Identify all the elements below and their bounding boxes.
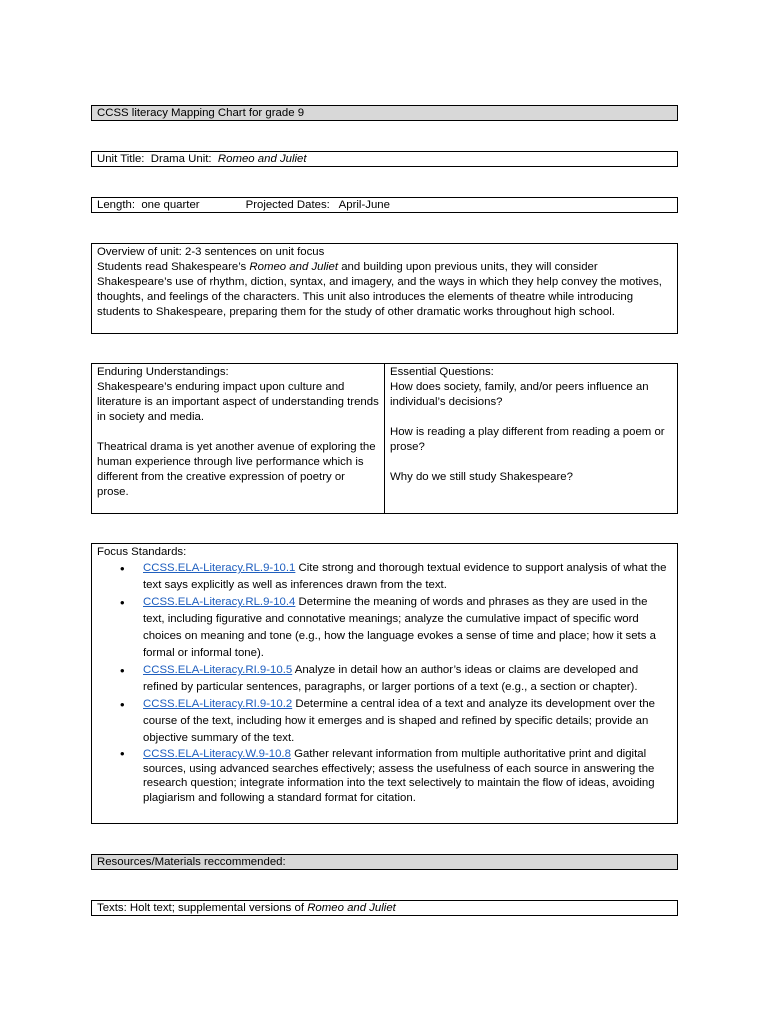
standard-link[interactable]: CCSS.ELA-Literacy.RI.9-10.5 <box>143 664 293 676</box>
question-3: Why do we still study Shakespeare? <box>390 471 573 483</box>
understandings-questions-box <box>91 363 678 514</box>
overview-text-before: Students read Shakespeare’s <box>97 261 250 273</box>
understandings-heading: Enduring Understandings: <box>97 366 229 378</box>
length-line <box>92 198 677 212</box>
length-label: Length: one quarter <box>97 198 200 211</box>
overview-work: Romeo and Juliet <box>249 261 339 273</box>
focus-standards-content <box>92 544 677 805</box>
list-item <box>143 662 672 696</box>
standard-link[interactable]: CCSS.ELA-Literacy.RL.9-10.1 <box>143 562 296 574</box>
list-item <box>143 747 672 805</box>
unit-title-work: Romeo and Juliet <box>217 152 307 165</box>
unit-title-line <box>92 152 677 166</box>
essential-questions <box>385 364 677 513</box>
unit-title-prefix: Unit Title: Drama Unit: <box>97 152 218 165</box>
unit-title-box <box>91 151 678 167</box>
standard-text: Analyze in detail how an author’s ideas or claims are developed and refined by particular sentences, paragraphs, or larger portions of a text (e.g., a section or chapter). <box>143 664 639 693</box>
standard-text: Determine a central idea of a text and analyze its development over the course of the text, including how it emerges and is shaped and refined by specific details; provide an objective summary of the text. <box>143 698 656 744</box>
standard-text: Determine the meaning of words and phrases as they are used in the text, including figurative and connotative meanings; analyze the cumulative impact of specific word choices on meaning and tone (e.g., how the language evokes a sense of time and place; how it sets a formal or informal tone). <box>143 596 656 659</box>
list-item <box>143 594 672 662</box>
projected-dates: Projected Dates: April-June <box>245 198 390 211</box>
understanding-2: Theatrical drama is yet another avenue of exploring the human experience through live performance which is different from the creative expression of poetry or prose. <box>97 441 376 498</box>
length-box <box>91 197 678 213</box>
question-1: How does society, family, and/or peers influence an individual’s decisions? <box>390 381 649 408</box>
overview-text <box>97 260 672 320</box>
list-item <box>143 696 672 747</box>
texts-prefix: Texts: Holt text; supplemental versions of <box>97 901 308 914</box>
resources-box <box>91 854 678 870</box>
chart-title: CCSS literacy Mapping Chart for grade 9 <box>97 106 305 119</box>
focus-heading: Focus Standards: <box>97 546 187 558</box>
enduring-understandings <box>92 364 385 513</box>
standard-text: Cite strong and thorough textual evidence to support analysis of what the text says explicitly as well as inferences drawn from the text. <box>143 562 667 591</box>
question-2: How is reading a play different from reading a poem or prose? <box>390 426 665 453</box>
resources-heading: Resources/Materials reccommended: <box>97 855 286 868</box>
texts-work: Romeo and Juliet <box>307 901 396 914</box>
chart-title-box <box>91 105 678 121</box>
understanding-1: Shakespeare’s enduring impact upon culture and literature is an important aspect of understanding trends in society and media. <box>97 381 379 423</box>
standard-link[interactable]: CCSS.ELA-Literacy.RL.9-10.4 <box>143 596 296 608</box>
standard-link[interactable]: CCSS.ELA-Literacy.W.9-10.8 <box>143 748 291 760</box>
questions-heading: Essential Questions: <box>390 366 494 378</box>
standards-list <box>97 560 672 805</box>
texts-box <box>91 900 678 916</box>
overview-text-after: and building upon previous units, they will consider Shakespeare’s use of rhythm, diction, syntax, and imagery, and the ways in which they help convey the motives, thoughts, and feelings of the characters. This unit also introduces the elements of theatre while introducing students to Shakespeare, preparing them for the study of other dramatic works throughout high school. <box>97 261 662 318</box>
overview-content <box>92 244 677 320</box>
texts-line <box>92 901 677 915</box>
overview-heading: Overview of unit: 2-3 sentences on unit focus <box>97 246 325 258</box>
standard-text: Gather relevant information from multiple authoritative print and digital sources, using advanced searches effectively; assess the usefulness of each source in answering the research question; integrate information into the text selectively to maintain the flow of ideas, avoiding plagiarism and following a standard format for citation. <box>143 748 655 804</box>
focus-standards-box <box>91 543 678 824</box>
overview-box <box>91 243 678 334</box>
list-item <box>143 560 672 594</box>
standard-link[interactable]: CCSS.ELA-Literacy.RI.9-10.2 <box>143 698 293 710</box>
